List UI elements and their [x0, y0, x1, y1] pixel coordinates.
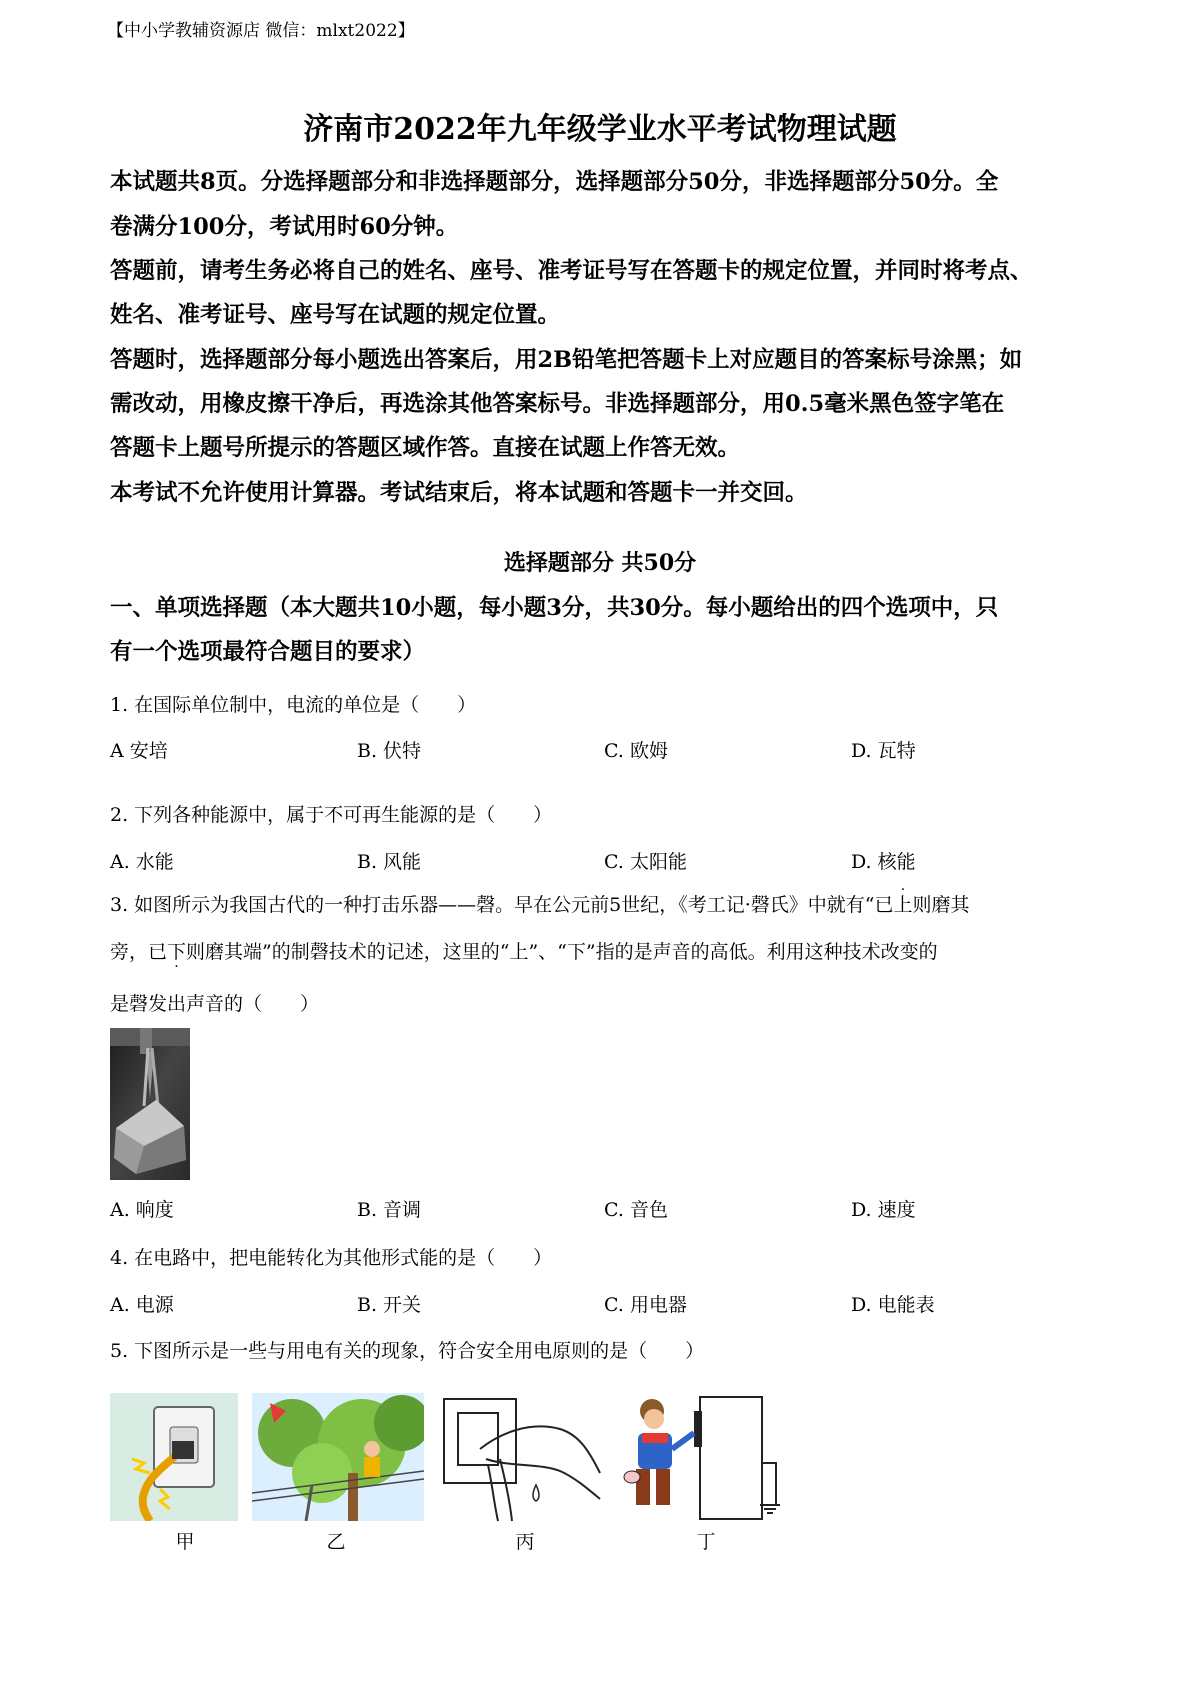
question-stem: [110, 937, 938, 964]
chime-stone-image: [110, 1028, 190, 1180]
intro-line: 需改动，用橡皮擦干净后，再选涂其他答案标号。非选择题部分，用0.5毫米黑色签字笔在: [110, 391, 1005, 417]
option-b: B. 音调: [357, 1199, 422, 1221]
figure-caption: 丙: [515, 1531, 535, 1553]
option-a: A 安培: [110, 740, 168, 762]
intro-line: 答题时，选择题部分每小题选出答案后，用2B铅笔把答题卡上对应题目的答案标号涂黑；如: [110, 347, 1023, 373]
question-stem: 2. 下列各种能源中，属于不可再生能源的是（ ）: [110, 804, 553, 826]
option-b: B. 开关: [357, 1294, 422, 1316]
question-stem: 5. 下图所示是一些与用电有关的现象，符合安全用电原则的是（ ）: [110, 1340, 705, 1362]
intro-line: 答题卡上题号所提示的答题区域作答。直接在试题上作答无效。: [110, 435, 741, 461]
question-stem: 4. 在电路中，把电能转化为其他形式能的是（ ）: [110, 1247, 553, 1269]
option-a: A. 响度: [110, 1199, 174, 1221]
watermark: 【中小学教辅资源店 微信：mlxt2022】: [107, 21, 415, 41]
option-b: B. 伏特: [357, 740, 422, 762]
option-d: D. 核能: [851, 851, 916, 873]
intro-line: 本考试不允许使用计算器。考试结束后，将本试题和答题卡一并交回。: [110, 480, 808, 506]
option-c: C. 欧姆: [604, 740, 668, 762]
part-heading: 一、单项选择题（本大题共10小题，每小题3分，共30分。每小题给出的四个选项中，只: [110, 595, 999, 621]
grounded-appliance-image: [620, 1393, 790, 1525]
question-stem: 是磬发出声音的（ ）: [110, 993, 320, 1015]
question-stem: 1. 在国际单位制中，电流的单位是（ ）: [110, 694, 477, 716]
stem-part: 3. 如图所示为我国古代的一种打击乐器——磬。早在公元前5世纪，《考工记·磬氏》中就有“已: [110, 894, 894, 916]
section-title: 选择题部分 共50分: [503, 550, 697, 576]
tree-kite-image: [252, 1393, 424, 1521]
option-c: C. 太阳能: [604, 851, 687, 873]
option-d: D. 速度: [851, 1199, 916, 1221]
stem-part: 旁，已: [110, 941, 168, 963]
option-a: A. 水能: [110, 851, 174, 873]
emphasis-char: 下: [167, 941, 187, 963]
intro-line: 姓名、准考证号、座号写在试题的规定位置。: [110, 302, 561, 328]
intro-line: 卷满分100分，考试用时60分钟。: [110, 214, 459, 240]
socket-image: [110, 1393, 238, 1521]
intro-line: 本试题共8页。分选择题部分和非选择题部分，选择题部分50分，非选择题部分50分。全: [110, 169, 999, 195]
figure-caption: 甲: [175, 1531, 195, 1553]
part-heading: 有一个选项最符合题目的要求）: [110, 639, 426, 665]
option-d: D. 电能表: [851, 1294, 935, 1316]
emphasis-char: 上: [893, 894, 913, 916]
option-b: B. 风能: [357, 851, 422, 873]
stem-part: 则磨其: [912, 894, 970, 916]
option-c: C. 音色: [604, 1199, 668, 1221]
stem-part: 则磨其端”的制磬技术的记述，这里的“上”、“下”指的是声音的高低。利用这种技术改变的: [186, 941, 938, 963]
option-a: A. 电源: [110, 1294, 174, 1316]
figure-caption: 乙: [326, 1531, 346, 1553]
wet-hand-switch-image: [440, 1393, 604, 1523]
option-c: C. 用电器: [604, 1294, 687, 1316]
figure-caption: 丁: [696, 1531, 716, 1553]
option-d: D. 瓦特: [851, 740, 916, 762]
question-stem: [110, 890, 970, 917]
page-title: 济南市2022年九年级学业水平考试物理试题: [303, 112, 897, 147]
intro-line: 答题前，请考生务必将自己的姓名、座号、准考证号写在答题卡的规定位置，并同时将考点、: [110, 258, 1033, 284]
